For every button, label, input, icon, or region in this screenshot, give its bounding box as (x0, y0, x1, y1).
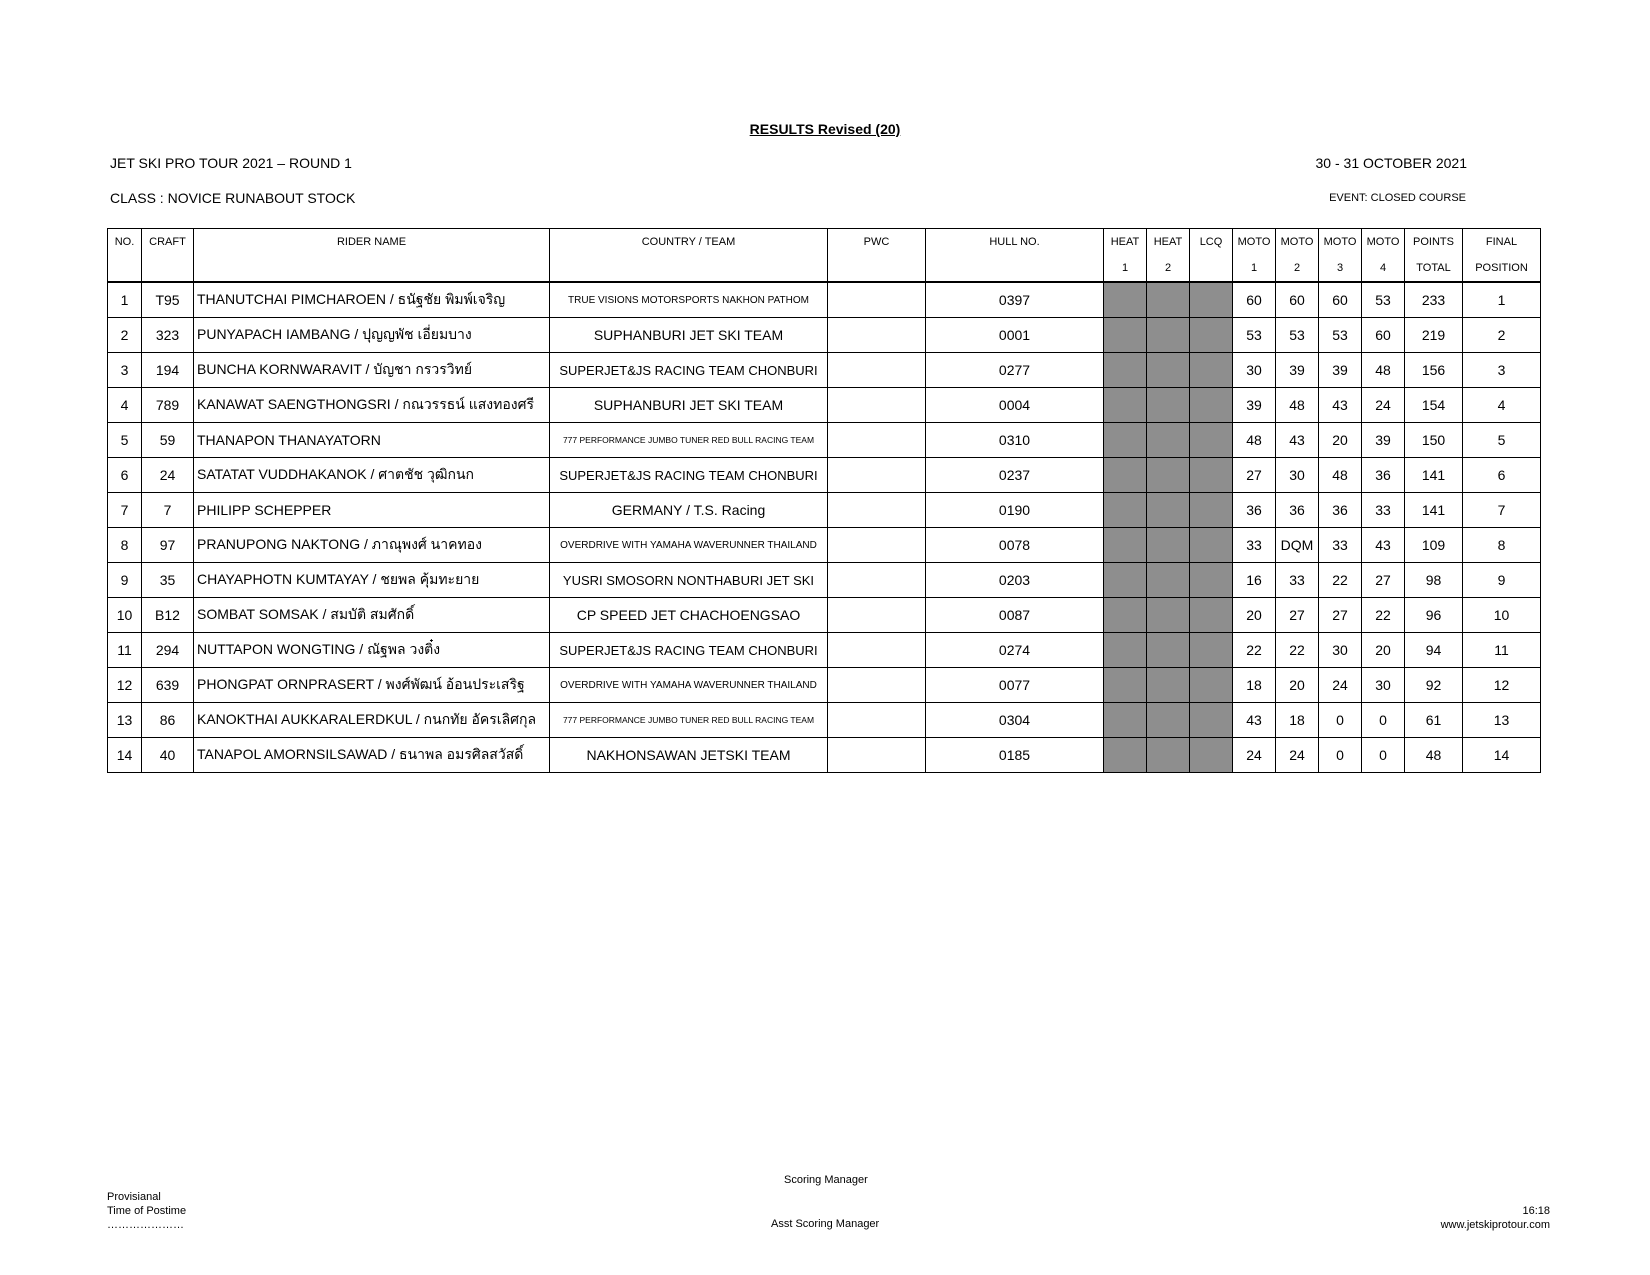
cell-no: 14 (108, 738, 142, 773)
cell-team: GERMANY / T.S. Racing (550, 493, 828, 528)
cell-m2: DQM (1276, 528, 1319, 563)
cell-m2: 43 (1276, 423, 1319, 458)
cell-m1: 30 (1233, 353, 1276, 388)
cell-heat1-empty (1104, 282, 1147, 318)
cell-no: 13 (108, 703, 142, 738)
cell-heat1-empty (1104, 633, 1147, 668)
cell-team: 777 PERFORMANCE JUMBO TUNER RED BULL RACING TEAM (550, 703, 828, 738)
cell-hull: 0185 (926, 738, 1104, 773)
cell-m3: 48 (1319, 458, 1362, 493)
cell-team: OVERDRIVE WITH YAMAHA WAVERUNNER THAILAND (550, 668, 828, 703)
cell-heat2-empty (1147, 738, 1190, 773)
cell-m3: 36 (1319, 493, 1362, 528)
cell-rider: KANOKTHAI AUKKARALERDKUL / กนกทัย อัครเลิศกุล (194, 703, 550, 738)
cell-m4: 36 (1362, 458, 1405, 493)
table-row (108, 668, 1541, 703)
col-heat2: HEAT (1147, 229, 1190, 256)
cell-m1: 48 (1233, 423, 1276, 458)
cell-heat2-empty (1147, 493, 1190, 528)
cell-m3: 20 (1319, 423, 1362, 458)
cell-hull: 0237 (926, 458, 1104, 493)
cell-craft: 323 (142, 318, 194, 353)
cell-heat1-empty (1104, 703, 1147, 738)
cell-rider: KANAWAT SAENGTHONGSRI / กณวรรธน์ แสงทองศรี (194, 388, 550, 423)
cell-m3: 0 (1319, 703, 1362, 738)
cell-pos: 13 (1463, 703, 1541, 738)
col-team: COUNTRY / TEAM (550, 229, 828, 256)
cell-team: TRUE VISIONS MOTORSPORTS NAKHON PATHOM (550, 282, 828, 318)
cell-team: 777 PERFORMANCE JUMBO TUNER RED BULL RACING TEAM (550, 423, 828, 458)
cell-hull: 0397 (926, 282, 1104, 318)
posting-time: 16:18 (1522, 1205, 1550, 1217)
cell-hull: 0304 (926, 703, 1104, 738)
col-moto4-sub: 4 (1362, 255, 1405, 282)
cell-m3: 24 (1319, 668, 1362, 703)
cell-lcq-empty (1190, 282, 1233, 318)
cell-m1: 60 (1233, 282, 1276, 318)
cell-pos: 6 (1463, 458, 1541, 493)
cell-pwc (828, 633, 926, 668)
cell-rider: PHILIPP SCHEPPER (194, 493, 550, 528)
cell-m2: 48 (1276, 388, 1319, 423)
cell-m2: 22 (1276, 633, 1319, 668)
cell-rider: TANAPOL AMORNSILSAWAD / ธนาพล อมรศิลสวัสดิ์ (194, 738, 550, 773)
cell-total: 92 (1405, 668, 1463, 703)
table-row (108, 458, 1541, 493)
cell-hull: 0087 (926, 598, 1104, 633)
col-moto2: MOTO (1276, 229, 1319, 256)
table-row (108, 633, 1541, 668)
cell-m4: 33 (1362, 493, 1405, 528)
table-row (108, 388, 1541, 423)
cell-pos: 9 (1463, 563, 1541, 598)
cell-craft: T95 (142, 282, 194, 318)
cell-heat2-empty (1147, 633, 1190, 668)
cell-craft: 35 (142, 563, 194, 598)
cell-m2: 27 (1276, 598, 1319, 633)
cell-m3: 30 (1319, 633, 1362, 668)
cell-no: 7 (108, 493, 142, 528)
cell-no: 1 (108, 282, 142, 318)
cell-pwc (828, 528, 926, 563)
cell-pos: 11 (1463, 633, 1541, 668)
results-table (107, 228, 1541, 773)
cell-rider: SOMBAT SOMSAK / สมบัติ สมศักดิ์ (194, 598, 550, 633)
cell-m4: 0 (1362, 738, 1405, 773)
cell-pwc (828, 738, 926, 773)
cell-craft: 97 (142, 528, 194, 563)
cell-lcq-empty (1190, 738, 1233, 773)
cell-team: SUPERJET&JS RACING TEAM CHONBURI (550, 353, 828, 388)
cell-hull: 0077 (926, 668, 1104, 703)
cell-pos: 8 (1463, 528, 1541, 563)
cell-m1: 33 (1233, 528, 1276, 563)
cell-team: CP SPEED JET CHACHOENGSAO (550, 598, 828, 633)
cell-team: SUPHANBURI JET SKI TEAM (550, 318, 828, 353)
cell-m3: 33 (1319, 528, 1362, 563)
cell-heat2-empty (1147, 423, 1190, 458)
cell-pos: 12 (1463, 668, 1541, 703)
cell-craft: 40 (142, 738, 194, 773)
signature-line: ………………… (107, 1219, 184, 1231)
cell-heat1-empty (1104, 388, 1147, 423)
col-pwc: PWC (828, 229, 926, 256)
cell-total: 61 (1405, 703, 1463, 738)
col-craft-sub (142, 255, 194, 282)
cell-m2: 30 (1276, 458, 1319, 493)
cell-m3: 22 (1319, 563, 1362, 598)
cell-no: 12 (108, 668, 142, 703)
cell-pos: 1 (1463, 282, 1541, 318)
cell-pwc (828, 458, 926, 493)
cell-no: 5 (108, 423, 142, 458)
cell-total: 154 (1405, 388, 1463, 423)
cell-hull: 0310 (926, 423, 1104, 458)
event-name: JET SKI PRO TOUR 2021 – ROUND 1 (110, 155, 352, 171)
cell-hull: 0004 (926, 388, 1104, 423)
time-of-postime-label: Time of Postime (107, 1205, 187, 1217)
cell-no: 4 (108, 388, 142, 423)
cell-team: SUPHANBURI JET SKI TEAM (550, 388, 828, 423)
cell-pos: 7 (1463, 493, 1541, 528)
cell-heat1-empty (1104, 598, 1147, 633)
cell-craft: 789 (142, 388, 194, 423)
cell-total: 48 (1405, 738, 1463, 773)
table-row (108, 598, 1541, 633)
table-header (108, 229, 1541, 283)
cell-pwc (828, 318, 926, 353)
cell-heat1-empty (1104, 353, 1147, 388)
cell-lcq-empty (1190, 668, 1233, 703)
cell-craft: 639 (142, 668, 194, 703)
cell-m2: 39 (1276, 353, 1319, 388)
cell-team: YUSRI SMOSORN NONTHABURI JET SKI (550, 563, 828, 598)
cell-heat1-empty (1104, 668, 1147, 703)
cell-m4: 48 (1362, 353, 1405, 388)
cell-pwc (828, 598, 926, 633)
col-moto4: MOTO (1362, 229, 1405, 256)
cell-heat2-empty (1147, 563, 1190, 598)
cell-heat2-empty (1147, 668, 1190, 703)
col-team-sub (550, 255, 828, 282)
table-row (108, 563, 1541, 598)
cell-rider: NUTTAPON WONGTING / ณัฐพล วงติ๋ง (194, 633, 550, 668)
cell-heat1-empty (1104, 563, 1147, 598)
cell-pos: 3 (1463, 353, 1541, 388)
cell-total: 98 (1405, 563, 1463, 598)
scoring-manager-label: Scoring Manager (784, 1174, 868, 1186)
table-row (108, 738, 1541, 773)
cell-total: 150 (1405, 423, 1463, 458)
cell-craft: 24 (142, 458, 194, 493)
cell-m2: 20 (1276, 668, 1319, 703)
cell-lcq-empty (1190, 563, 1233, 598)
cell-team: SUPERJET&JS RACING TEAM CHONBURI (550, 458, 828, 493)
col-rider-sub (194, 255, 550, 282)
cell-rider: PRANUPONG NAKTONG / ภาณุพงศ์ นาคทอง (194, 528, 550, 563)
cell-hull: 0277 (926, 353, 1104, 388)
col-no: NO. (108, 229, 142, 256)
cell-rider: PUNYAPACH IAMBANG / ปุญญพัช เอี่ยมบาง (194, 318, 550, 353)
cell-total: 156 (1405, 353, 1463, 388)
cell-heat2-empty (1147, 353, 1190, 388)
cell-pwc (828, 423, 926, 458)
cell-heat2-empty (1147, 598, 1190, 633)
col-moto3-sub: 3 (1319, 255, 1362, 282)
cell-total: 233 (1405, 282, 1463, 318)
cell-heat1-empty (1104, 493, 1147, 528)
cell-heat2-empty (1147, 703, 1190, 738)
col-final-sub: POSITION (1463, 255, 1541, 282)
cell-m3: 53 (1319, 318, 1362, 353)
cell-heat2-empty (1147, 282, 1190, 318)
cell-m3: 60 (1319, 282, 1362, 318)
cell-rider: THANAPON THANAYATORN (194, 423, 550, 458)
cell-pwc (828, 282, 926, 318)
col-craft: CRAFT (142, 229, 194, 256)
cell-pwc (828, 493, 926, 528)
cell-lcq-empty (1190, 458, 1233, 493)
cell-pwc (828, 668, 926, 703)
cell-no: 3 (108, 353, 142, 388)
cell-craft: 59 (142, 423, 194, 458)
provisional-label: Provisianal (107, 1191, 161, 1203)
cell-rider: THANUTCHAI PIMCHAROEN / ธนัฐชัย พิมพ์เจริญ (194, 282, 550, 318)
cell-heat2-empty (1147, 318, 1190, 353)
table-row (108, 282, 1541, 318)
cell-m1: 53 (1233, 318, 1276, 353)
cell-pos: 10 (1463, 598, 1541, 633)
cell-m4: 0 (1362, 703, 1405, 738)
cell-pwc (828, 353, 926, 388)
table-row (108, 318, 1541, 353)
cell-no: 6 (108, 458, 142, 493)
col-pwc-sub (828, 255, 926, 282)
col-rider: RIDER NAME (194, 229, 550, 256)
cell-hull: 0203 (926, 563, 1104, 598)
cell-craft: 194 (142, 353, 194, 388)
cell-total: 219 (1405, 318, 1463, 353)
table-row (108, 353, 1541, 388)
table-row (108, 493, 1541, 528)
cell-lcq-empty (1190, 703, 1233, 738)
cell-m2: 18 (1276, 703, 1319, 738)
cell-m4: 22 (1362, 598, 1405, 633)
cell-lcq-empty (1190, 388, 1233, 423)
cell-m1: 22 (1233, 633, 1276, 668)
col-points: POINTS (1405, 229, 1463, 256)
cell-pos: 4 (1463, 388, 1541, 423)
cell-m4: 60 (1362, 318, 1405, 353)
cell-lcq-empty (1190, 318, 1233, 353)
cell-m2: 53 (1276, 318, 1319, 353)
cell-m3: 39 (1319, 353, 1362, 388)
cell-pos: 2 (1463, 318, 1541, 353)
cell-lcq-empty (1190, 528, 1233, 563)
cell-heat1-empty (1104, 528, 1147, 563)
col-moto1: MOTO (1233, 229, 1276, 256)
cell-craft: 294 (142, 633, 194, 668)
cell-m4: 20 (1362, 633, 1405, 668)
cell-heat1-empty (1104, 458, 1147, 493)
cell-heat1-empty (1104, 423, 1147, 458)
cell-total: 141 (1405, 493, 1463, 528)
document-title: RESULTS Revised (20) (749, 121, 901, 137)
asst-scoring-manager-label: Asst Scoring Manager (771, 1218, 880, 1230)
cell-craft: B12 (142, 598, 194, 633)
cell-lcq-empty (1190, 598, 1233, 633)
cell-heat1-empty (1104, 318, 1147, 353)
cell-lcq-empty (1190, 493, 1233, 528)
cell-hull: 0078 (926, 528, 1104, 563)
cell-craft: 86 (142, 703, 194, 738)
cell-m3: 0 (1319, 738, 1362, 773)
col-hull-sub (926, 255, 1104, 282)
cell-m1: 36 (1233, 493, 1276, 528)
col-lcq: LCQ (1190, 229, 1233, 256)
cell-m2: 60 (1276, 282, 1319, 318)
col-moto3: MOTO (1319, 229, 1362, 256)
col-heat1: HEAT (1104, 229, 1147, 256)
cell-rider: SATATAT VUDDHAKANOK / ศาตชัช วุฒิกนก (194, 458, 550, 493)
cell-m4: 43 (1362, 528, 1405, 563)
cell-rider: CHAYAPHOTN KUMTAYAY / ชยพล คุ้มทะยาย (194, 563, 550, 598)
cell-total: 94 (1405, 633, 1463, 668)
cell-hull: 0001 (926, 318, 1104, 353)
col-moto1-sub: 1 (1233, 255, 1276, 282)
cell-m2: 24 (1276, 738, 1319, 773)
cell-hull: 0190 (926, 493, 1104, 528)
col-hull: HULL NO. (926, 229, 1104, 256)
cell-m1: 24 (1233, 738, 1276, 773)
cell-pwc (828, 563, 926, 598)
cell-m1: 43 (1233, 703, 1276, 738)
cell-total: 141 (1405, 458, 1463, 493)
cell-no: 8 (108, 528, 142, 563)
cell-m4: 39 (1362, 423, 1405, 458)
cell-m2: 33 (1276, 563, 1319, 598)
col-heat1-sub: 1 (1104, 255, 1147, 282)
col-final: FINAL (1463, 229, 1541, 256)
col-lcq-sub (1190, 255, 1233, 282)
table-row (108, 528, 1541, 563)
cell-no: 11 (108, 633, 142, 668)
cell-m3: 27 (1319, 598, 1362, 633)
cell-total: 109 (1405, 528, 1463, 563)
cell-pos: 5 (1463, 423, 1541, 458)
col-heat2-sub: 2 (1147, 255, 1190, 282)
cell-rider: BUNCHA KORNWARAVIT / บัญชา กรวรวิทย์ (194, 353, 550, 388)
cell-lcq-empty (1190, 633, 1233, 668)
cell-heat1-empty (1104, 738, 1147, 773)
cell-m4: 53 (1362, 282, 1405, 318)
event-dates: 30 - 31 OCTOBER 2021 (1315, 155, 1467, 171)
website: www.jetskiprotour.com (1440, 1219, 1550, 1231)
cell-m4: 24 (1362, 388, 1405, 423)
cell-no: 2 (108, 318, 142, 353)
cell-team: NAKHONSAWAN JETSKI TEAM (550, 738, 828, 773)
cell-m4: 30 (1362, 668, 1405, 703)
cell-lcq-empty (1190, 423, 1233, 458)
col-points-sub: TOTAL (1405, 255, 1463, 282)
cell-pos: 14 (1463, 738, 1541, 773)
event-type: EVENT: CLOSED COURSE (1329, 192, 1466, 204)
table-row (108, 703, 1541, 738)
table-row (108, 423, 1541, 458)
cell-heat2-empty (1147, 528, 1190, 563)
cell-no: 10 (108, 598, 142, 633)
cell-no: 9 (108, 563, 142, 598)
cell-m1: 18 (1233, 668, 1276, 703)
cell-m4: 27 (1362, 563, 1405, 598)
cell-pwc (828, 388, 926, 423)
cell-rider: PHONGPAT ORNPRASERT / พงศ์พัฒน์ อ้อนประเสริฐ (194, 668, 550, 703)
cell-m1: 27 (1233, 458, 1276, 493)
cell-m2: 36 (1276, 493, 1319, 528)
cell-hull: 0274 (926, 633, 1104, 668)
cell-team: SUPERJET&JS RACING TEAM CHONBURI (550, 633, 828, 668)
class-name: CLASS : NOVICE RUNABOUT STOCK (110, 190, 356, 206)
cell-m1: 20 (1233, 598, 1276, 633)
cell-m3: 43 (1319, 388, 1362, 423)
col-no-sub (108, 255, 142, 282)
table-body (108, 282, 1541, 773)
cell-m1: 39 (1233, 388, 1276, 423)
cell-heat2-empty (1147, 388, 1190, 423)
cell-pwc (828, 703, 926, 738)
cell-lcq-empty (1190, 353, 1233, 388)
col-moto2-sub: 2 (1276, 255, 1319, 282)
cell-m1: 16 (1233, 563, 1276, 598)
cell-team: OVERDRIVE WITH YAMAHA WAVERUNNER THAILAND (550, 528, 828, 563)
cell-total: 96 (1405, 598, 1463, 633)
cell-craft: 7 (142, 493, 194, 528)
cell-heat2-empty (1147, 458, 1190, 493)
